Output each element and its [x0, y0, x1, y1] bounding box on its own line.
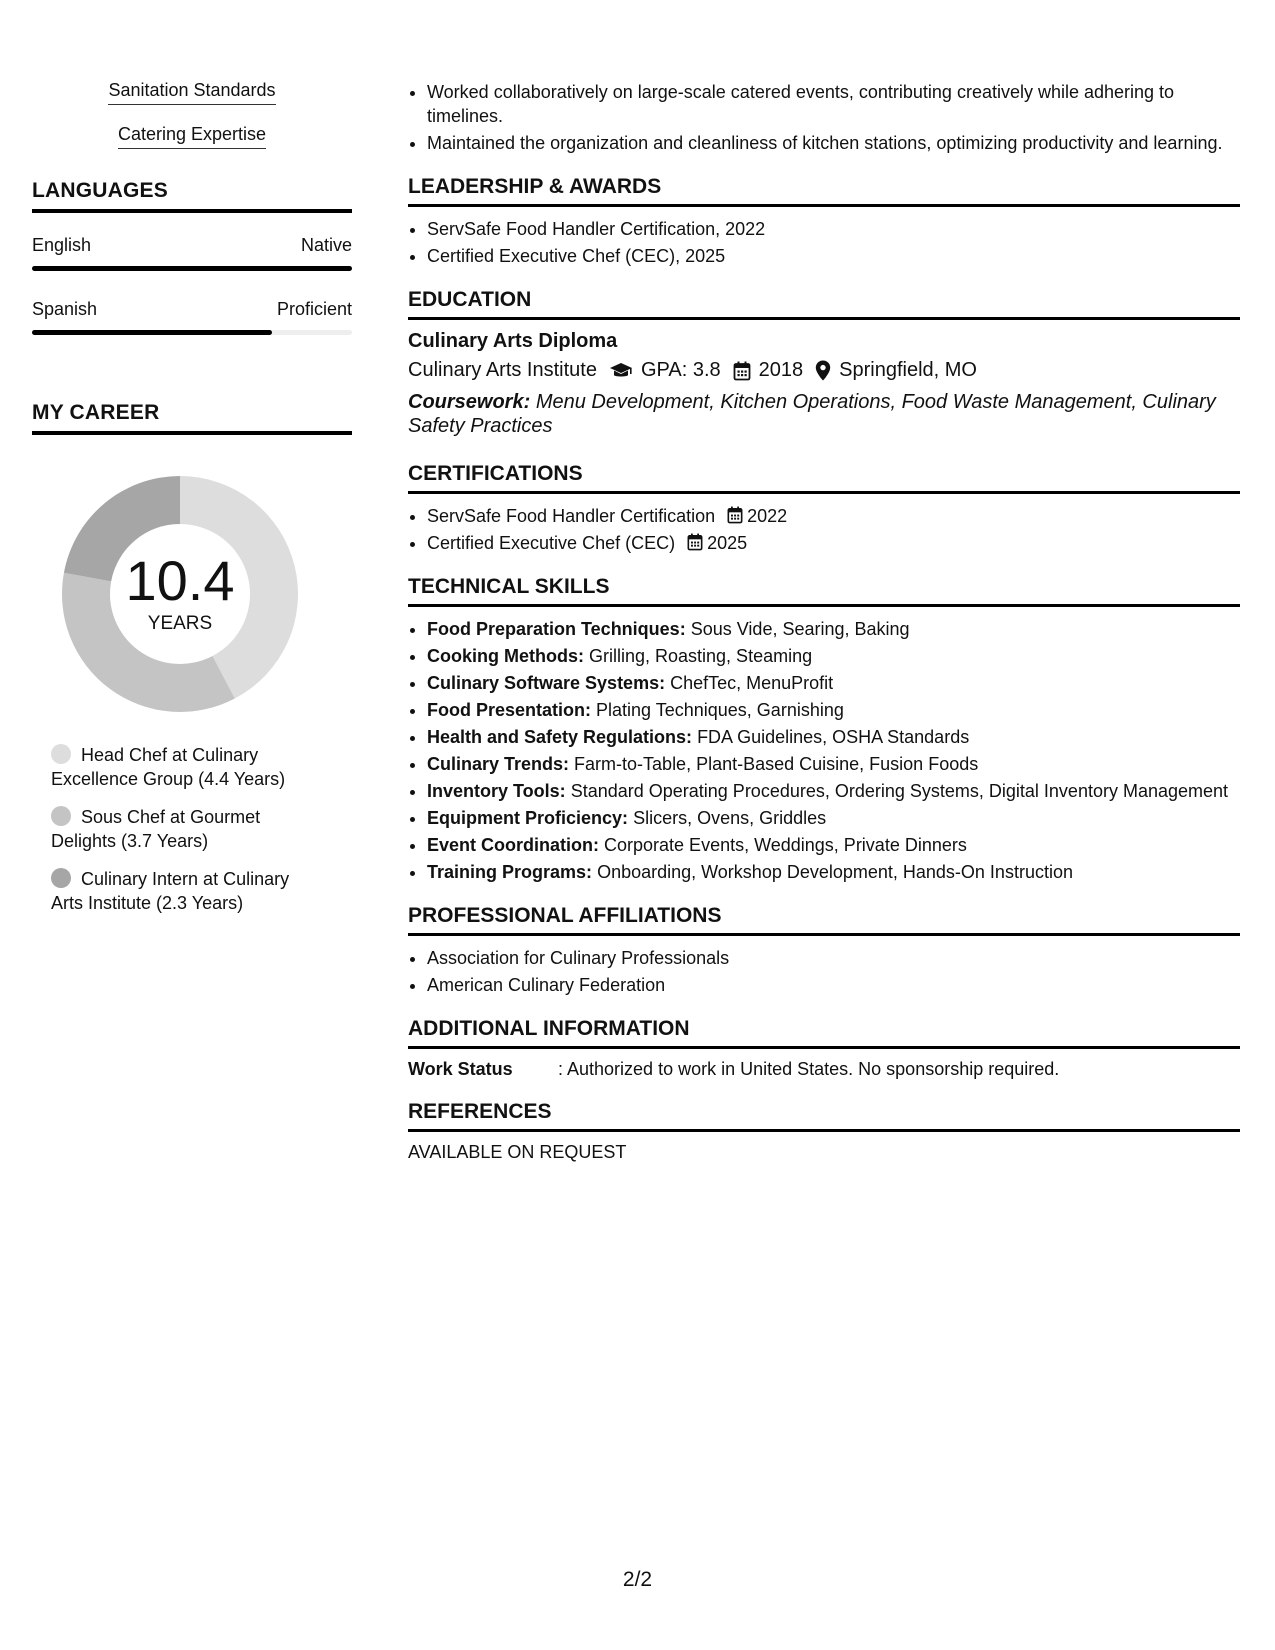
coursework-label: Coursework:: [408, 391, 531, 413]
skill-label: Equipment Proficiency:: [427, 808, 629, 828]
career-section: [32, 401, 352, 915]
certifications-heading: CERTIFICATIONS: [408, 462, 1240, 494]
skill-label: Health and Safety Regulations:: [427, 727, 693, 747]
experience-bullet: • Worked collaboratively on large-scale catered events, contributing creatively while adhering to timelines.: [427, 80, 1240, 128]
skill-value: Standard Operating Procedures, Ordering Systems, Digital Inventory Management: [570, 781, 1229, 801]
work-status-row: [408, 1059, 1240, 1080]
education-coursework: [408, 390, 1240, 438]
education-gpa: GPA: 3.8: [640, 359, 721, 381]
skill-value: Plating Techniques, Garnishing: [596, 700, 844, 720]
leadership-list: [408, 217, 1240, 268]
technical-skills-list: [408, 617, 1240, 884]
legend-label: Sous Chef at Gourmet Delights (3.7 Years): [51, 807, 261, 851]
certification-name: Certified Executive Chef (CEC): [427, 533, 676, 553]
skill-value: Onboarding, Workshop Development, Hands-On Instruction: [597, 862, 1073, 882]
references-text: AVAILABLE ON REQUEST: [408, 1142, 627, 1162]
leadership-item: • Certified Executive Chef (CEC), 2025: [427, 244, 1240, 268]
skill-tag: [32, 80, 352, 105]
languages-section: [32, 179, 352, 335]
certification-item: [427, 531, 1240, 555]
certification-name: ServSafe Food Handler Certification: [427, 506, 716, 526]
certifications-list: [408, 504, 1240, 555]
sidebar: [32, 80, 352, 929]
skill-label: Event Coordination:: [427, 835, 599, 855]
certification-year: 2025: [707, 533, 748, 553]
skill-label: Training Programs:: [427, 862, 593, 882]
skill-item: [427, 806, 1240, 830]
skill-label: Culinary Software Systems:: [427, 673, 666, 693]
experience-bullets: [408, 80, 1240, 155]
skill-item: [427, 698, 1240, 722]
language-row: [32, 235, 352, 256]
skill-item: [427, 644, 1240, 668]
skill-value: Slicers, Ovens, Griddles: [633, 808, 827, 828]
references-heading: REFERENCES: [408, 1100, 1240, 1132]
location-pin-icon: [815, 360, 831, 381]
education-year: 2018: [758, 359, 804, 381]
additional-info-heading: ADDITIONAL INFORMATION: [408, 1017, 1240, 1049]
legend-dot: [51, 806, 71, 826]
leadership-heading: LEADERSHIP & AWARDS: [408, 175, 1240, 207]
skill-label: Catering Expertise: [118, 124, 266, 149]
skill-item: [427, 779, 1240, 803]
affiliations-heading: PROFESSIONAL AFFILIATIONS: [408, 904, 1240, 936]
skill-label: Cooking Methods:: [427, 646, 584, 666]
skill-value: FDA Guidelines, OSHA Standards: [697, 727, 970, 747]
skill-item: [427, 671, 1240, 695]
page-number: 2/2: [622, 1568, 653, 1591]
legend-item: [51, 743, 311, 791]
donut-center: [55, 469, 305, 719]
skill-item: [427, 833, 1240, 857]
education-location: Springfield, MO: [839, 359, 977, 381]
language-level: Native: [300, 235, 352, 255]
leadership-item: • ServSafe Food Handler Certification, 2022: [427, 217, 1240, 241]
language-bar-fill: [32, 330, 272, 335]
certification-item: [427, 504, 1240, 528]
career-heading: MY CAREER: [32, 401, 352, 435]
languages-heading: LANGUAGES: [32, 179, 352, 213]
language-bar: [32, 266, 352, 271]
work-status-value: : Authorized to work in United States. No sponsorship required.: [558, 1059, 1060, 1079]
education-school: Culinary Arts Institute: [408, 359, 597, 381]
affiliation-item: • American Culinary Federation: [427, 973, 1240, 997]
language-level: Proficient: [276, 299, 352, 319]
education-heading: EDUCATION: [408, 288, 1240, 320]
legend-dot: [51, 868, 71, 888]
skill-item: [427, 725, 1240, 749]
career-total-years: 10.4: [125, 549, 235, 612]
skill-value: Farm-to-Table, Plant-Based Cuisine, Fusion Foods: [574, 754, 979, 774]
language-row: [32, 299, 352, 320]
skill-value: Grilling, Roasting, Steaming: [589, 646, 813, 666]
experience-bullet: • Maintained the organization and cleanliness of kitchen stations, optimizing productivity and learning.: [427, 131, 1240, 155]
legend-item: [51, 805, 311, 853]
legend-item: [51, 867, 311, 915]
language-bar: [32, 330, 352, 335]
main-content: [408, 80, 1240, 1163]
skill-label: Sanitation Standards: [108, 80, 275, 105]
legend-label: Culinary Intern at Culinary Arts Institute (2.3 Years): [51, 869, 290, 913]
skill-item: [427, 617, 1240, 641]
career-legend: [32, 743, 352, 915]
skill-label: Food Presentation:: [427, 700, 592, 720]
skill-value: Corporate Events, Weddings, Private Dinners: [604, 835, 967, 855]
graduation-cap-icon: [609, 362, 633, 380]
skill-value: ChefTec, MenuProfit: [670, 673, 834, 693]
career-donut-chart: [55, 469, 305, 719]
education-meta: [408, 359, 1240, 382]
skill-value: Sous Vide, Searing, Baking: [690, 619, 910, 639]
affiliations-list: [408, 946, 1240, 997]
calendar-icon: [733, 361, 751, 381]
work-status-label: Work Status: [408, 1059, 513, 1079]
skill-item: [427, 860, 1240, 884]
language-bar-fill: [32, 266, 352, 271]
skill-label: Culinary Trends:: [427, 754, 570, 774]
education-degree: Culinary Arts Diploma: [408, 330, 618, 352]
skill-label: Inventory Tools:: [427, 781, 566, 801]
coursework-value: Menu Development, Kitchen Operations, Food Waste Management, Culinary Safety Practices: [408, 391, 1216, 437]
skill-item: [427, 752, 1240, 776]
language-name: English: [32, 235, 92, 255]
calendar-icon: [727, 506, 743, 524]
certification-year: 2022: [747, 506, 788, 526]
skill-label: Food Preparation Techniques:: [427, 619, 686, 639]
affiliation-item: • Association for Culinary Professionals: [427, 946, 1240, 970]
legend-label: Head Chef at Culinary Excellence Group (4.4 Years): [51, 745, 286, 789]
skill-tag: [32, 124, 352, 149]
career-unit: YEARS: [147, 613, 213, 634]
legend-dot: [51, 744, 71, 764]
technical-skills-heading: TECHNICAL SKILLS: [408, 575, 1240, 607]
language-name: Spanish: [32, 299, 98, 319]
calendar-icon: [687, 533, 703, 551]
